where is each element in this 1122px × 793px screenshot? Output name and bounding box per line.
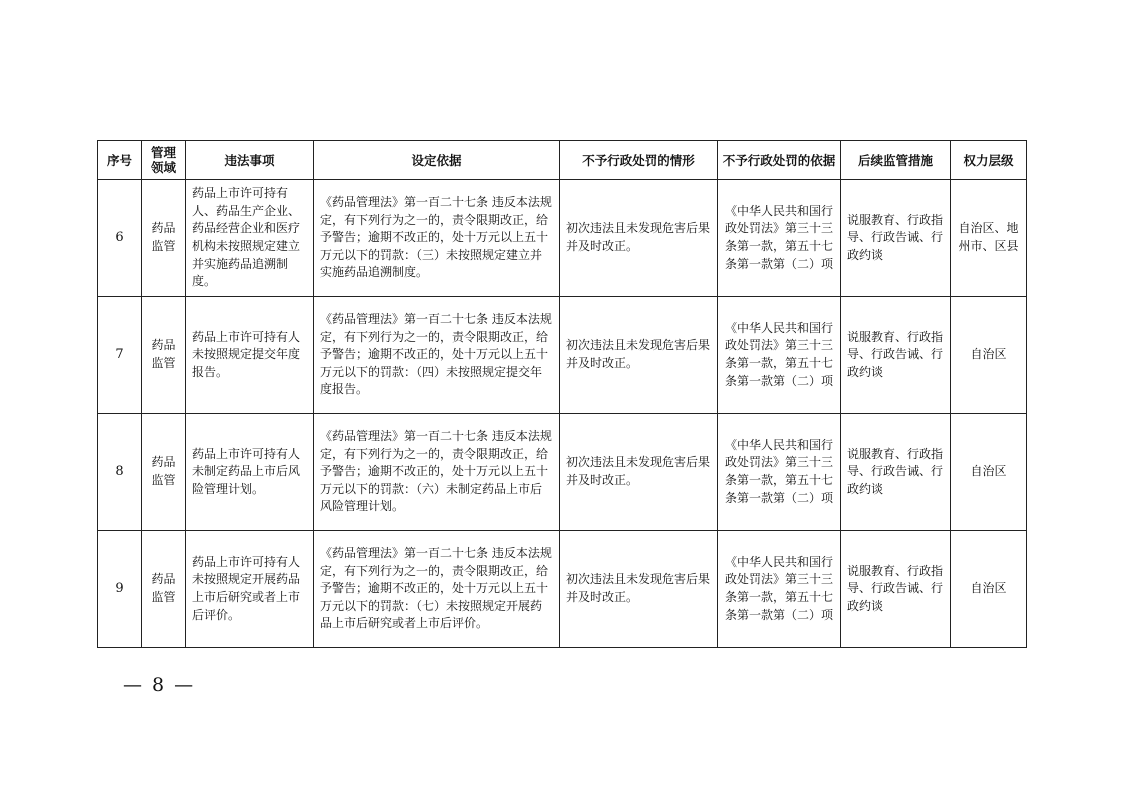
cell-follow-up: 说服教育、行政指导、行政告诫、行政约谈 <box>841 180 951 297</box>
cell-no: 9 <box>98 531 142 648</box>
header-follow-up: 后续监管措施 <box>841 141 951 180</box>
cell-domain: 药品监管 <box>142 531 186 648</box>
cell-level: 自治区 <box>951 414 1027 531</box>
cell-follow-up: 说服教育、行政指导、行政告诫、行政约谈 <box>841 531 951 648</box>
table-header-row <box>98 141 1027 180</box>
cell-exemption: 初次违法且未发现危害后果并及时改正。 <box>560 531 718 648</box>
cell-exemption-basis: 《中华人民共和国行政处罚法》第三十三条第一款，第五十七条第一款第（二）项 <box>718 180 841 297</box>
cell-violation: 药品上市许可持有人、药品生产企业、药品经营企业和医疗机构未按照规定建立并实施药品追溯制度。 <box>186 180 314 297</box>
cell-domain: 药品监管 <box>142 297 186 414</box>
header-exemption-basis: 不予行政处罚的依据 <box>718 141 841 180</box>
cell-level: 自治区 <box>951 297 1027 414</box>
cell-exemption-basis: 《中华人民共和国行政处罚法》第三十三条第一款，第五十七条第一款第（二）项 <box>718 297 841 414</box>
cell-violation: 药品上市许可持有人未制定药品上市后风险管理计划。 <box>186 414 314 531</box>
page-number: — 8 — <box>123 674 196 696</box>
cell-domain: 药品监管 <box>142 414 186 531</box>
header-violation: 违法事项 <box>186 141 314 180</box>
cell-violation: 药品上市许可持有人未按照规定提交年度报告。 <box>186 297 314 414</box>
header-exemption: 不予行政处罚的情形 <box>560 141 718 180</box>
cell-basis: 《药品管理法》第一百二十七条 违反本法规定，有下列行为之一的，责令限期改正，给予警告；逾期不改正的，处十万元以上五十万元以下的罚款：（七）未按照规定开展药品上市后研究或者上市后评价。 <box>314 531 560 648</box>
header-basis: 设定依据 <box>314 141 560 180</box>
cell-level: 自治区、地州市、区县 <box>951 180 1027 297</box>
cell-no: 7 <box>98 297 142 414</box>
cell-follow-up: 说服教育、行政指导、行政告诫、行政约谈 <box>841 297 951 414</box>
cell-domain: 药品监管 <box>142 180 186 297</box>
cell-exemption: 初次违法且未发现危害后果并及时改正。 <box>560 297 718 414</box>
table-row <box>98 297 1027 414</box>
cell-basis: 《药品管理法》第一百二十七条 违反本法规定，有下列行为之一的，责令限期改正，给予警告；逾期不改正的，处十万元以上五十万元以下的罚款：（四）未按照规定提交年度报告。 <box>314 297 560 414</box>
cell-follow-up: 说服教育、行政指导、行政告诫、行政约谈 <box>841 414 951 531</box>
header-domain: 管理领域 <box>142 141 186 180</box>
table-row <box>98 414 1027 531</box>
cell-no: 6 <box>98 180 142 297</box>
cell-no: 8 <box>98 414 142 531</box>
cell-exemption: 初次违法且未发现危害后果并及时改正。 <box>560 414 718 531</box>
table-row <box>98 531 1027 648</box>
cell-level: 自治区 <box>951 531 1027 648</box>
header-level: 权力层级 <box>951 141 1027 180</box>
regulation-table <box>97 140 1027 648</box>
cell-exemption-basis: 《中华人民共和国行政处罚法》第三十三条第一款，第五十七条第一款第（二）项 <box>718 531 841 648</box>
cell-exemption: 初次违法且未发现危害后果并及时改正。 <box>560 180 718 297</box>
cell-exemption-basis: 《中华人民共和国行政处罚法》第三十三条第一款，第五十七条第一款第（二）项 <box>718 414 841 531</box>
table-row <box>98 180 1027 297</box>
cell-basis: 《药品管理法》第一百二十七条 违反本法规定，有下列行为之一的，责令限期改正，给予警告；逾期不改正的，处十万元以上五十万元以下的罚款：（三）未按照规定建立并实施药品追溯制度。 <box>314 180 560 297</box>
cell-basis: 《药品管理法》第一百二十七条 违反本法规定，有下列行为之一的，责令限期改正，给予警告；逾期不改正的，处十万元以上五十万元以下的罚款：（六）未制定药品上市后风险管理计划。 <box>314 414 560 531</box>
cell-violation: 药品上市许可持有人未按照规定开展药品上市后研究或者上市后评价。 <box>186 531 314 648</box>
header-no: 序号 <box>98 141 142 180</box>
